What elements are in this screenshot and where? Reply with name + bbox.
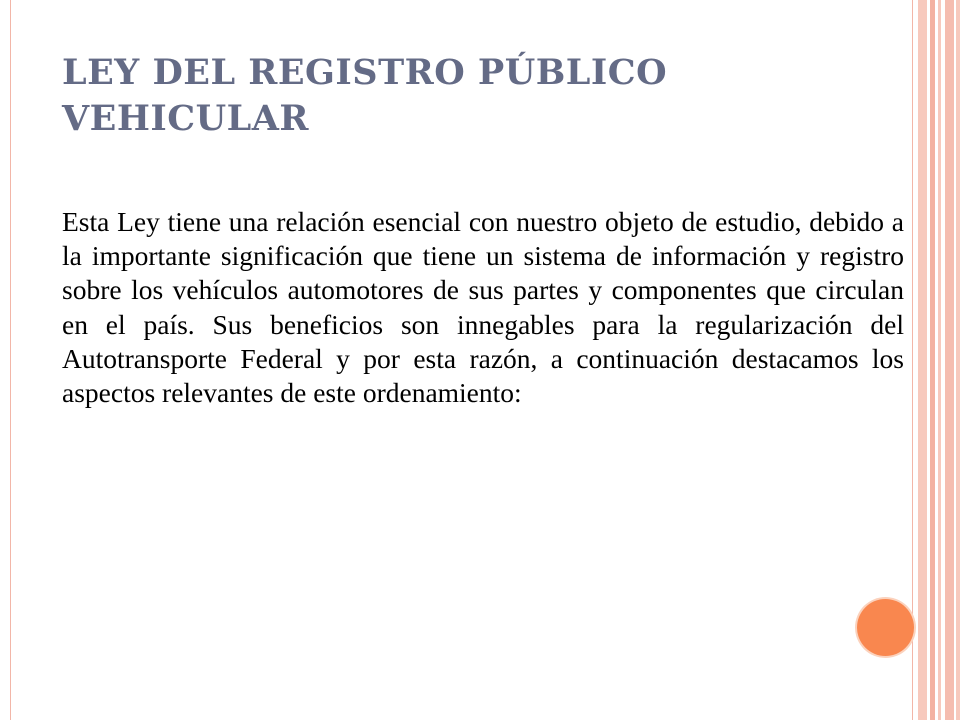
slide-body-text: Esta Ley tiene una relación esencial con nuestro objeto de estudio, debido a la importante significación que tiene un sistema de información y registro sobre los vehículos automotores de sus partes y componentes que circulan en el país. Sus beneficios son innegables para la regularización del Autotransporte Federal y por esta razón, a continuación destacamos los aspectos relevantes de este ordenamiento:	[62, 206, 904, 409]
stripe	[930, 0, 935, 720]
stripe	[938, 0, 941, 720]
accent-circle	[857, 599, 914, 656]
slide-title: LEY DEL REGISTRO PÚBLICO VEHICULAR	[62, 52, 668, 139]
stripe	[918, 0, 927, 720]
stripe	[956, 0, 960, 720]
stripe	[945, 0, 954, 720]
decorative-stripes	[918, 0, 960, 720]
